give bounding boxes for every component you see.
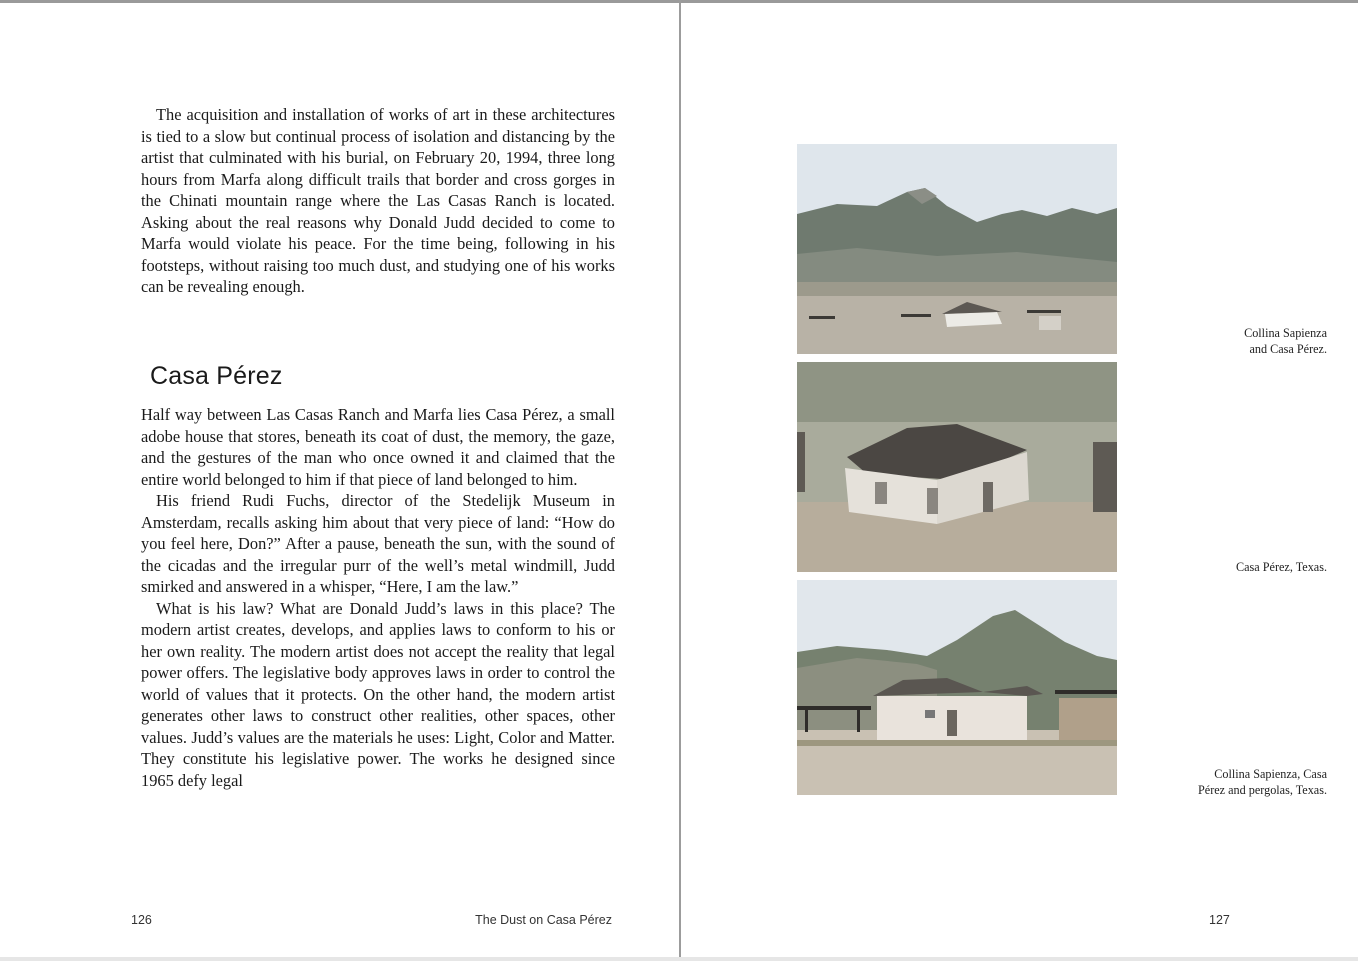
- caption-line: Collina Sapienza: [1244, 326, 1327, 340]
- caption-line: Casa Pérez, Texas.: [1236, 560, 1327, 574]
- caption-photo-1: [1147, 325, 1327, 357]
- page-number-left: 126: [131, 913, 152, 927]
- photo-collina-sapienza-casa-perez-pergolas: [797, 580, 1117, 795]
- caption-photo-2: [1147, 559, 1327, 575]
- caption-photo-3: [1147, 766, 1327, 798]
- section-body: [141, 404, 615, 791]
- book-spine: [679, 0, 681, 961]
- section-paragraph: His friend Rudi Fuchs, director of the Stedelijk Museum in Amsterdam, recalls asking him about that very piece of land: “How do you feel here, Don?” After a pause, beneath the sun, with the sound of the cicadas and the irregular purr of the well’s metal windmill, Judd smirked and answered in a whisper, “Here, I am the law.”: [141, 491, 615, 596]
- caption-line: and Casa Pérez.: [1249, 342, 1327, 356]
- section-heading: Casa Pérez: [150, 362, 283, 390]
- running-head: The Dust on Casa Pérez: [475, 913, 612, 927]
- landscape-photo-2: [797, 362, 1117, 572]
- section-paragraph: What is his law? What are Donald Judd’s laws in this place? The modern artist creates, develops, and applies laws to conform to his or her own reality. The modern artist does not accept the reality that legal power offers. The legislative body approves laws in order to control the world of values that it protects. On the other hand, the modern artist generates other laws to construct other realities, other spaces, other values. Judd’s values are the materials he uses: Light, Color and Matter. They constitute his legislative power. The works he designed since 1965 defy legal: [141, 598, 615, 790]
- caption-line: Pérez and pergolas, Texas.: [1198, 783, 1327, 797]
- page-number-right: 127: [1209, 913, 1230, 927]
- landscape-photo-1: [797, 144, 1117, 354]
- bottom-edge: [0, 957, 1358, 961]
- caption-line: Collina Sapienza, Casa: [1214, 767, 1327, 781]
- section-paragraph: Half way between Las Casas Ranch and Marfa lies Casa Pérez, a small adobe house that stores, beneath its coat of dust, the memory, the gaze, and the gestures of the man who once owned it and claimed that the entire world belonged to him if that piece of land belonged to him.: [141, 405, 615, 489]
- intro-paragraph: [141, 104, 615, 298]
- photo-collina-sapienza-and-casa-perez: [797, 144, 1117, 354]
- intro-paragraph-text: The acquisition and installation of works of art in these architectures is tied to a slow but continual process of isolation and distancing by the artist that culminated with his burial, on February 20, 1994, three long hours from Marfa along difficult trails that border and cross gorges in the Chinati mountain range where the Las Casas Ranch is located. Asking about the real reasons why Donald Judd decided to come to Marfa would violate his peace. For the time being, following in his footsteps, without raising too much dust, and studying one of his works can be revealing enough.: [141, 105, 615, 296]
- photo-casa-perez-texas: [797, 362, 1117, 572]
- landscape-photo-3: [797, 580, 1117, 795]
